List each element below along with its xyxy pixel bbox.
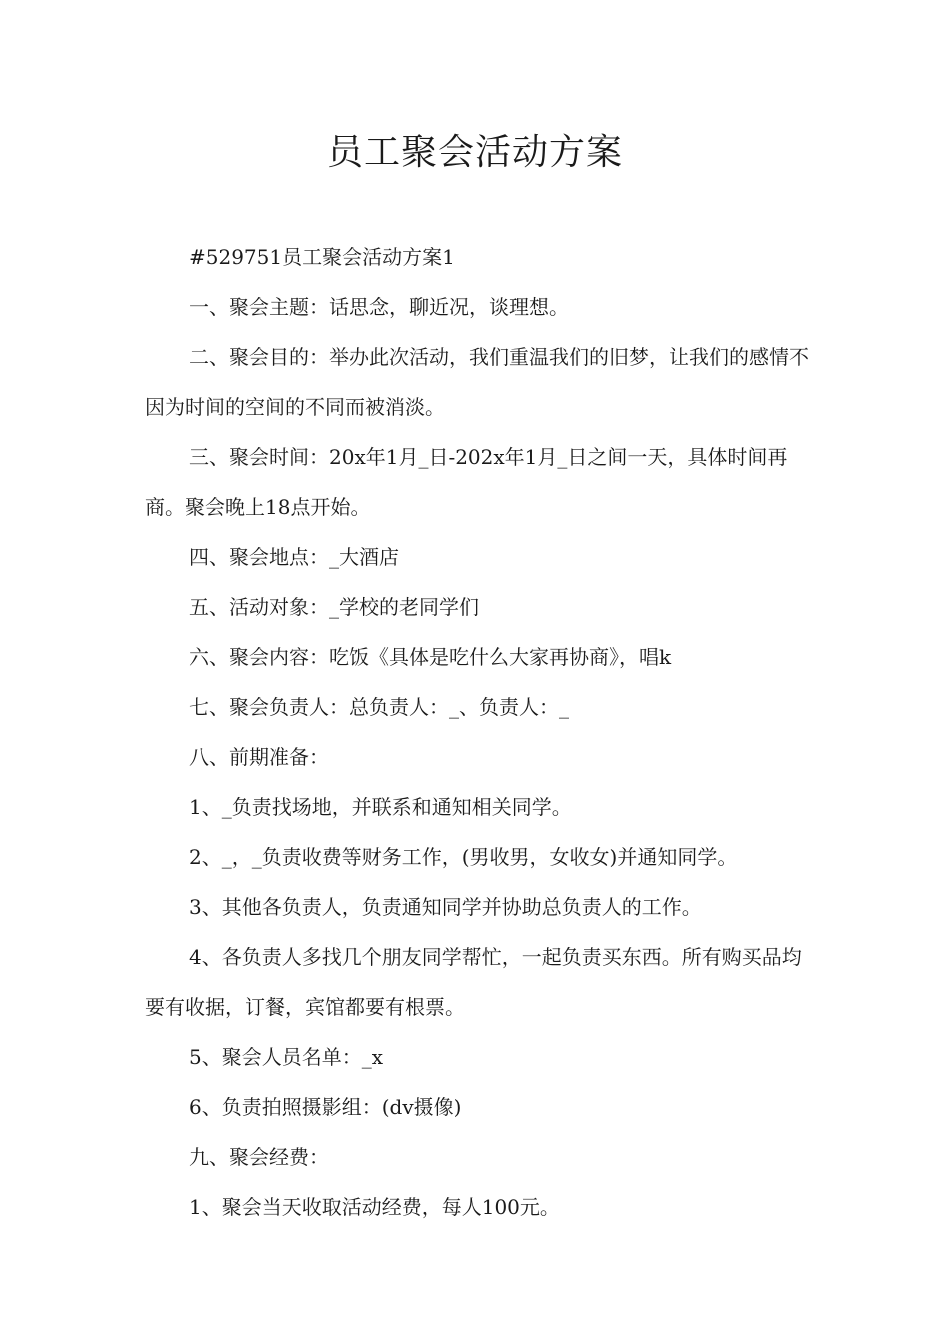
prep-item-6: 6、负责拍照摄影组：(dv摄像)	[189, 1095, 462, 1119]
prep-item-4: 4、各负责人多找几个朋友同学帮忙，一起负责买东西。所有购买品均要有收据，订餐，宾馆都要有根票。	[145, 945, 802, 1019]
prep-item-5: 5、聚会人员名单：_x	[189, 1045, 384, 1069]
section-theme: 一、聚会主题：话思念，聊近况，谈理想。	[189, 295, 569, 319]
page-title: 员工聚会活动方案	[326, 132, 623, 173]
section-location: 四、聚会地点：_大酒店	[189, 545, 399, 569]
section-content: 六、聚会内容：吃饭《具体是吃什么大家再协商》，唱k	[189, 645, 672, 669]
prep-item-3: 3、其他各负责人，负责通知同学并协助总负责人的工作。	[189, 895, 702, 919]
doc-heading-line: #529751员工聚会活动方案1	[189, 245, 455, 269]
prep-item-1: 1、_负责找场地，并联系和通知相关同学。	[189, 795, 572, 819]
section-organizers: 七、聚会负责人：总负责人：_、负责人：_	[189, 695, 569, 719]
section-time: 三、聚会时间：20x年1月_日-202x年1月_日之间一天，具体时间再商。聚会晚上18点开始。	[145, 445, 788, 519]
section-participants: 五、活动对象：_学校的老同学们	[189, 595, 479, 619]
document-body	[145, 232, 810, 1232]
section-purpose: 二、聚会目的：举办此次活动，我们重温我们的旧梦，让我们的感情不因为时间的空间的不同而被消淡。	[145, 345, 809, 419]
section-preparation: 八、前期准备：	[189, 745, 329, 769]
budget-item-1: 1、聚会当天收取活动经费，每人100元。	[189, 1195, 560, 1219]
prep-item-2: 2、_，_负责收费等财务工作，(男收男，女收女)并通知同学。	[189, 845, 738, 869]
section-budget: 九、聚会经费：	[189, 1145, 329, 1169]
